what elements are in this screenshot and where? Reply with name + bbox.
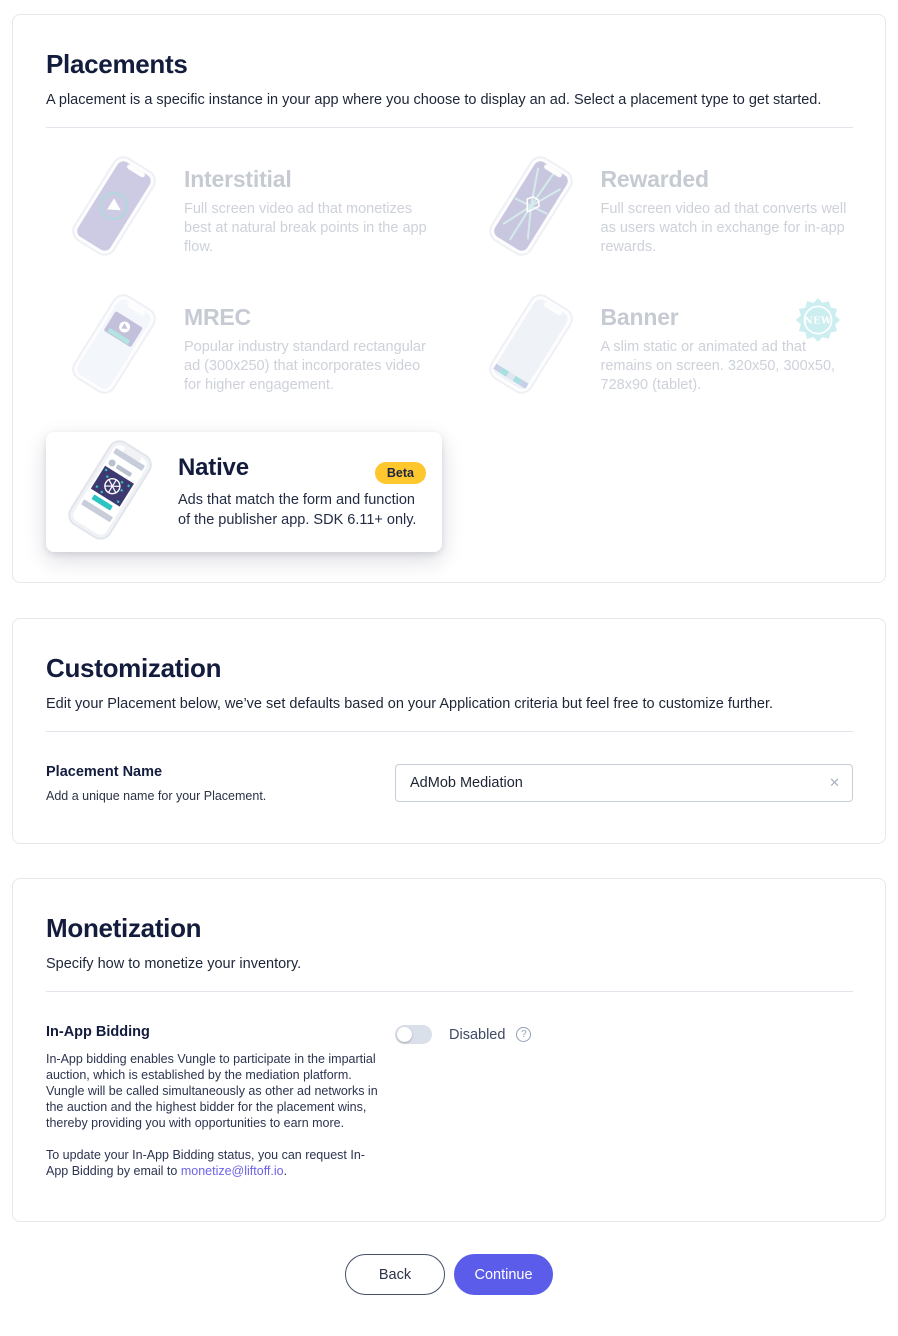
placement-type-description: Full screen video ad that monetizes best at natural break points in the app flow. bbox=[184, 201, 427, 255]
monetization-title: Monetization bbox=[46, 913, 202, 943]
placement-name-input[interactable] bbox=[408, 774, 821, 792]
placement-type-banner[interactable] bbox=[463, 292, 854, 396]
in-app-bidding-description: In-App bidding enables Vungle to participate in the impartial auction, which is established by the mediation platform. Vungle will be called simultaneously as other ad networks in the auction and the highest bidder for the placement wins, thereby providing you with opportunities to earn more. bbox=[46, 1052, 378, 1130]
placement-type-mrec[interactable] bbox=[46, 292, 437, 396]
placement-type-rewarded[interactable] bbox=[463, 154, 854, 258]
footer-actions bbox=[0, 1254, 898, 1295]
placement-type-name: Interstitial bbox=[184, 166, 292, 192]
placement-name-input-wrap bbox=[395, 764, 853, 802]
placement-type-name: Native bbox=[178, 454, 249, 481]
customization-card bbox=[12, 618, 886, 844]
placement-name-row bbox=[46, 764, 853, 803]
placement-type-name: Banner bbox=[600, 304, 679, 330]
beta-badge: Beta bbox=[375, 462, 426, 484]
in-app-bidding-status: Disabled bbox=[449, 1026, 506, 1043]
customization-subtitle: Edit your Placement below, we’ve set defaults based on your Application criteria but feel free to customize further. bbox=[46, 696, 774, 712]
placement-type-name: Rewarded bbox=[600, 166, 709, 192]
banner-phone-icon bbox=[475, 292, 587, 396]
placement-type-description: Ads that match the form and function of the publisher app. SDK 6.11+ only. bbox=[178, 492, 417, 528]
new-badge-label: NEW bbox=[804, 315, 832, 327]
rewarded-phone-icon bbox=[475, 154, 587, 258]
placement-type-interstitial[interactable] bbox=[46, 154, 437, 258]
new-badge-icon bbox=[795, 297, 841, 343]
placement-type-grid bbox=[46, 154, 853, 396]
help-icon[interactable]: ? bbox=[516, 1027, 531, 1042]
placements-card bbox=[12, 14, 886, 583]
mrec-phone-icon bbox=[58, 292, 170, 396]
in-app-bidding-label: In-App Bidding bbox=[46, 1024, 150, 1040]
native-phone-icon bbox=[54, 438, 166, 542]
placements-subtitle: A placement is a specific instance in your app where you choose to display an ad. Select a placement type to get started. bbox=[46, 92, 822, 108]
placement-name-label: Placement Name bbox=[46, 764, 163, 780]
continue-button[interactable]: Continue bbox=[454, 1254, 553, 1295]
placement-type-native-selected[interactable] bbox=[46, 432, 442, 552]
divider bbox=[46, 991, 853, 992]
placement-type-description: A slim static or animated ad that remains on screen. 320x50, 300x50, 728x90 (tablet). bbox=[600, 339, 836, 393]
placement-type-description: Full screen video ad that converts well as users watch in exchange for in-app rewards. bbox=[600, 201, 847, 255]
back-button[interactable]: Back bbox=[345, 1254, 445, 1295]
placements-title: Placements bbox=[46, 49, 188, 79]
placement-type-name: MREC bbox=[184, 304, 251, 330]
toggle-knob bbox=[397, 1027, 412, 1042]
in-app-bidding-row bbox=[46, 1024, 853, 1179]
divider bbox=[46, 731, 853, 732]
clear-input-icon[interactable]: ✕ bbox=[829, 775, 840, 790]
placement-type-description: Popular industry standard rectangular ad (300x250) that incorporates video for higher engagement. bbox=[184, 339, 426, 393]
divider bbox=[46, 127, 853, 128]
monetization-card bbox=[12, 878, 886, 1222]
in-app-bidding-toggle[interactable] bbox=[395, 1025, 432, 1044]
monetization-subtitle: Specify how to monetize your inventory. bbox=[46, 956, 302, 972]
placement-name-help: Add a unique name for your Placement. bbox=[46, 789, 267, 803]
customization-title: Customization bbox=[46, 653, 222, 683]
in-app-bidding-note: To update your In-App Bidding status, you can request In-App Bidding by email to monetize@liftoff.io. bbox=[46, 1148, 365, 1178]
monetize-email-link[interactable]: monetize@liftoff.io bbox=[180, 1164, 284, 1178]
interstitial-phone-icon bbox=[58, 154, 170, 258]
